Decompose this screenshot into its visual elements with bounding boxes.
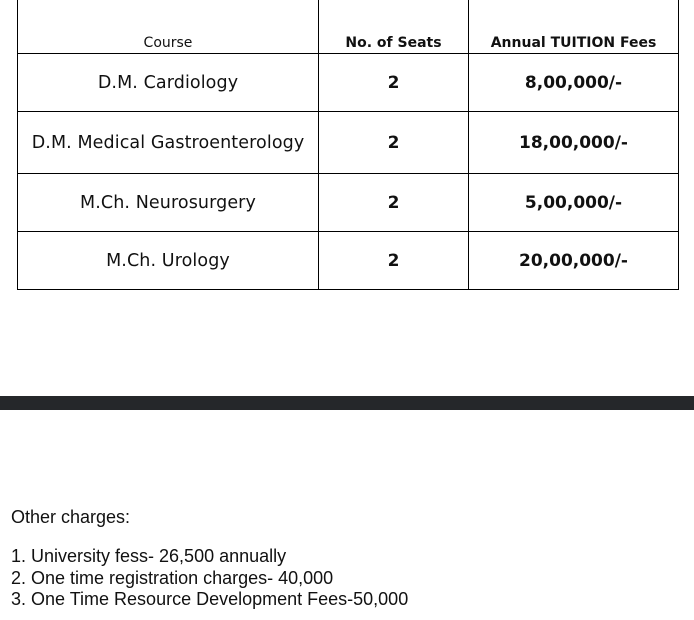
fees-cell: 18,00,000/- bbox=[469, 112, 679, 174]
table-row bbox=[18, 54, 679, 112]
course-cell: D.M. Cardiology bbox=[18, 54, 319, 112]
fees-table bbox=[17, 0, 679, 290]
fees-cell: 8,00,000/- bbox=[469, 54, 679, 112]
table-row bbox=[18, 112, 679, 174]
seats-cell: 2 bbox=[319, 174, 469, 232]
course-cell: D.M. Medical Gastroenterology bbox=[18, 112, 319, 174]
charge-item: 1. University fess- 26,500 annually bbox=[11, 546, 287, 566]
header-fees: Annual TUITION Fees bbox=[469, 0, 679, 54]
charge-item: 2. One time registration charges- 40,000 bbox=[11, 567, 334, 588]
course-cell: M.Ch. Neurosurgery bbox=[18, 174, 319, 232]
header-course: Course bbox=[18, 0, 319, 54]
seats-cell: 2 bbox=[319, 112, 469, 174]
page-divider bbox=[0, 396, 694, 410]
charge-item: 3. One Time Resource Development Fees-50,000 bbox=[11, 589, 409, 609]
course-cell: M.Ch. Urology bbox=[18, 232, 319, 290]
fees-cell: 20,00,000/- bbox=[469, 232, 679, 290]
header-seats: No. of Seats bbox=[319, 0, 469, 54]
seats-cell: 2 bbox=[319, 232, 469, 290]
table-header-row bbox=[18, 0, 679, 54]
fees-cell: 5,00,000/- bbox=[469, 174, 679, 232]
table-row bbox=[18, 232, 679, 290]
table-row bbox=[18, 174, 679, 232]
seats-cell: 2 bbox=[319, 54, 469, 112]
other-charges-section bbox=[11, 507, 408, 611]
other-charges-title: Other charges: bbox=[11, 507, 131, 527]
